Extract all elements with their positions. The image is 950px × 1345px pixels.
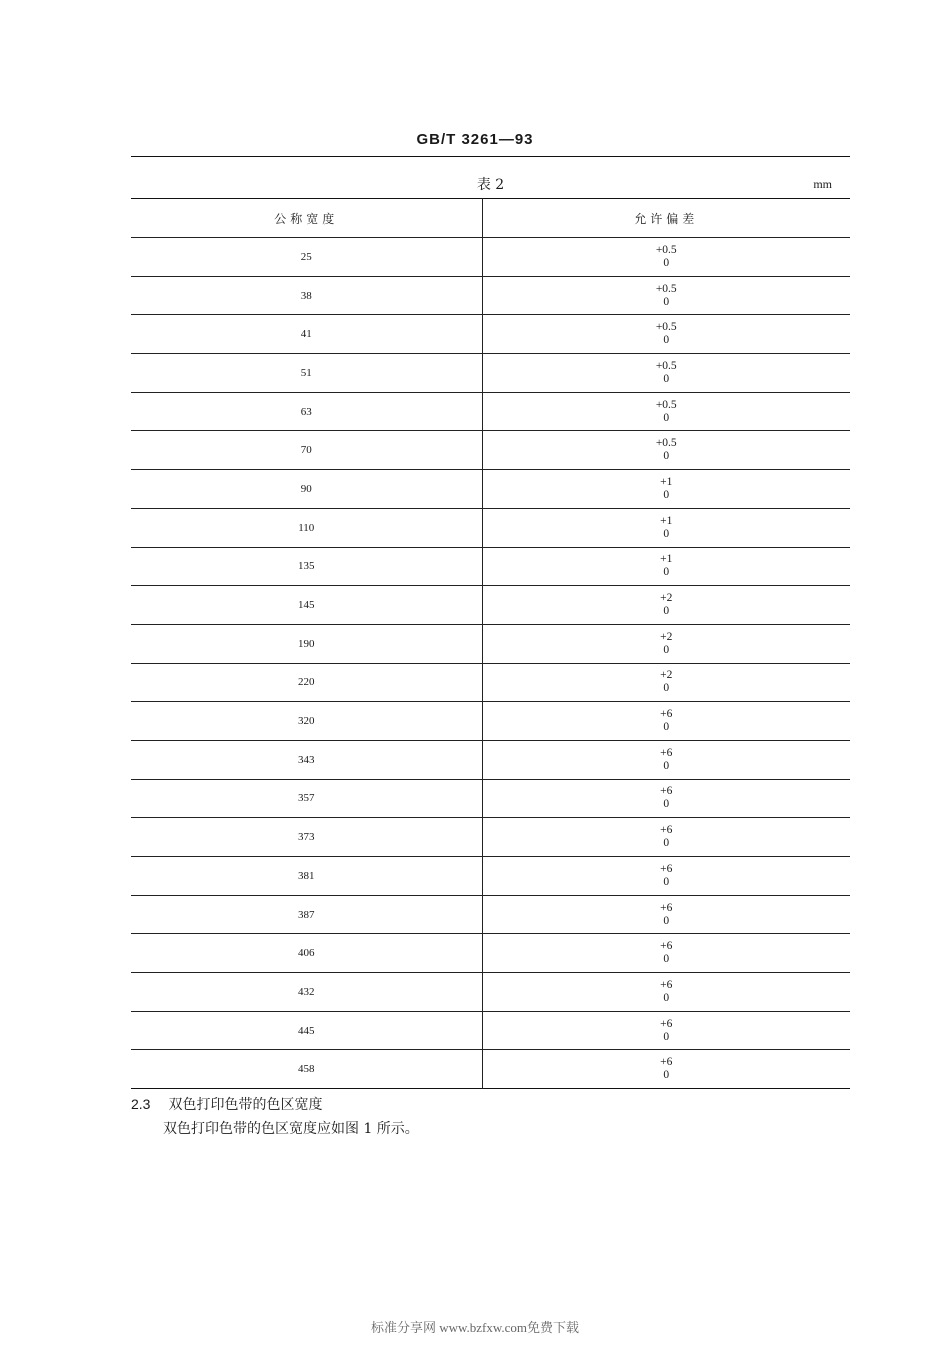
nominal-width-cell: 38: [131, 276, 482, 315]
tolerance-value: [656, 399, 677, 425]
table-row: [131, 470, 850, 509]
tolerance-lower: 0: [663, 837, 670, 850]
nominal-width-cell: 343: [131, 740, 482, 779]
tolerance-cell: [482, 934, 850, 973]
tolerance-cell: [482, 508, 850, 547]
table-unit: mm: [813, 177, 832, 191]
tolerance-upper: +6: [660, 862, 673, 875]
tolerance-cell: [482, 315, 850, 354]
tolerance-value: [660, 476, 672, 502]
tolerance-lower: 0: [663, 721, 670, 734]
nominal-width-cell: 70: [131, 431, 482, 470]
tolerance-value: [660, 553, 672, 579]
tolerance-value: [660, 979, 672, 1005]
table-row: [131, 857, 850, 896]
section-title: 双色打印色带的色区宽度: [168, 1097, 323, 1113]
tolerance-cell: [482, 663, 850, 702]
tolerance-cell: [482, 1050, 850, 1089]
tolerance-lower: 0: [663, 605, 670, 618]
tolerance-cell: [482, 354, 850, 393]
tolerance-upper: +2: [660, 592, 673, 605]
tolerance-value: [660, 785, 672, 811]
tolerance-cell: [482, 973, 850, 1012]
table-row: [131, 818, 850, 857]
tolerance-value: [660, 708, 672, 734]
table-row: [131, 508, 850, 547]
tolerance-lower: 0: [663, 1030, 670, 1043]
table-row: [131, 276, 850, 315]
tolerance-cell: [482, 238, 850, 277]
nominal-width-cell: 406: [131, 934, 482, 973]
tolerance-lower: 0: [663, 527, 670, 540]
table-row: [131, 586, 850, 625]
section-body: 双色打印色带的色区宽度应如图 1 所示。: [163, 1121, 419, 1137]
tolerance-upper: +6: [660, 824, 673, 837]
tolerance-cell: [482, 857, 850, 896]
nominal-width-cell: 41: [131, 315, 482, 354]
nominal-width-cell: 357: [131, 779, 482, 818]
tolerance-lower: 0: [663, 953, 670, 966]
tolerance-cell: [482, 895, 850, 934]
tolerance-lower: 0: [663, 682, 670, 695]
tolerance-cell: [482, 624, 850, 663]
tolerance-upper: +6: [660, 785, 673, 798]
tolerance-value: [660, 669, 672, 695]
tolerance-value: [656, 437, 677, 463]
section-heading: [131, 1094, 322, 1114]
tolerance-upper: +2: [660, 630, 673, 643]
tolerance-lower: 0: [663, 1069, 670, 1082]
table-body: [131, 238, 850, 1089]
table-row: [131, 1050, 850, 1089]
tolerance-lower: 0: [663, 256, 670, 269]
nominal-width-cell: 320: [131, 702, 482, 741]
page-footer: 标准分享网 www.bzfxw.com免费下载: [370, 1320, 580, 1335]
tolerance-upper: +0.5: [655, 243, 677, 256]
tolerance-upper: +6: [660, 746, 673, 759]
tolerance-cell: [482, 702, 850, 741]
table-row: [131, 354, 850, 393]
nominal-width-cell: 432: [131, 973, 482, 1012]
column-header-nominal-width: 公称宽度: [131, 199, 482, 238]
tolerance-upper: +0.5: [655, 398, 677, 411]
tolerance-lower: 0: [663, 759, 670, 772]
tolerance-lower: 0: [663, 643, 670, 656]
nominal-width-cell: 90: [131, 470, 482, 509]
tolerance-value: [660, 592, 672, 618]
tolerance-cell: [482, 586, 850, 625]
table-row: [131, 315, 850, 354]
section-number: 2.3: [131, 1096, 151, 1112]
tolerance-cell: [482, 818, 850, 857]
tolerance-upper: +6: [660, 708, 673, 721]
tolerance-upper: +6: [660, 1056, 673, 1069]
tolerance-upper: +0.5: [655, 321, 677, 334]
nominal-width-cell: 110: [131, 508, 482, 547]
tolerance-value: [660, 515, 672, 541]
tolerance-lower: 0: [663, 295, 670, 308]
column-header-tolerance: 允许偏差: [482, 199, 850, 238]
tolerance-cell: [482, 740, 850, 779]
tolerance-value: [660, 940, 672, 966]
nominal-width-cell: 220: [131, 663, 482, 702]
tolerance-lower: 0: [663, 914, 670, 927]
table-caption: 表 2: [476, 177, 505, 193]
tolerance-value: [660, 631, 672, 657]
tolerance-value: [660, 863, 672, 889]
nominal-width-cell: 381: [131, 857, 482, 896]
tolerance-upper: +0.5: [655, 437, 677, 450]
table-row: [131, 431, 850, 470]
table-row: [131, 547, 850, 586]
nominal-width-cell: 25: [131, 238, 482, 277]
table-row: [131, 973, 850, 1012]
tolerance-value: [660, 1018, 672, 1044]
tolerance-table: [131, 198, 850, 1089]
standard-number: GB/T 3261—93: [416, 131, 534, 148]
table-row: [131, 1011, 850, 1050]
table-row: [131, 934, 850, 973]
tolerance-cell: [482, 547, 850, 586]
nominal-width-cell: 445: [131, 1011, 482, 1050]
tolerance-upper: +0.5: [655, 359, 677, 372]
tolerance-lower: 0: [663, 566, 670, 579]
table-row: [131, 624, 850, 663]
tolerance-value: [656, 244, 677, 270]
nominal-width-cell: 458: [298, 1063, 315, 1076]
nominal-width-cell: 190: [131, 624, 482, 663]
tolerance-upper: +1: [660, 475, 673, 488]
tolerance-upper: +6: [660, 901, 673, 914]
table-row: [131, 779, 850, 818]
tolerance-lower: 0: [663, 875, 670, 888]
tolerance-cell: [482, 431, 850, 470]
tolerance-lower: 0: [663, 334, 670, 347]
tolerance-value: [660, 824, 672, 850]
tolerance-lower: 0: [663, 372, 670, 385]
tolerance-cell: [482, 392, 850, 431]
tolerance-upper: +1: [660, 514, 673, 527]
tolerance-cell: [482, 1011, 850, 1050]
nominal-width-cell: 51: [131, 354, 482, 393]
table-row: [131, 238, 850, 277]
table-row: [131, 392, 850, 431]
tolerance-value: [660, 747, 672, 773]
tolerance-upper: +1: [660, 553, 673, 566]
tolerance-value: [660, 1056, 672, 1082]
tolerance-lower: 0: [663, 991, 670, 1004]
nominal-width-cell: 373: [131, 818, 482, 857]
tolerance-upper: +6: [660, 978, 673, 991]
tolerance-cell: [482, 276, 850, 315]
tolerance-cell: [482, 779, 850, 818]
tolerance-upper: +6: [660, 940, 673, 953]
table-row: [131, 740, 850, 779]
nominal-width-cell: 63: [131, 392, 482, 431]
tolerance-upper: +6: [660, 1017, 673, 1030]
tolerance-lower: 0: [663, 450, 670, 463]
nominal-width-cell: 145: [131, 586, 482, 625]
table-caption-row: [131, 172, 850, 194]
nominal-width-cell: 387: [131, 895, 482, 934]
tolerance-value: [656, 360, 677, 386]
nominal-width-cell: 135: [131, 547, 482, 586]
tolerance-lower: 0: [663, 488, 670, 501]
tolerance-lower: 0: [663, 798, 670, 811]
header-rule: [131, 156, 850, 157]
table-row: [131, 895, 850, 934]
table-row: [131, 702, 850, 741]
tolerance-upper: +0.5: [655, 282, 677, 295]
tolerance-value: [656, 321, 677, 347]
tolerance-cell: [482, 470, 850, 509]
table-row: [131, 663, 850, 702]
table-header-row: [131, 199, 850, 238]
tolerance-value: [656, 283, 677, 309]
tolerance-value: [660, 902, 672, 928]
tolerance-lower: 0: [663, 411, 670, 424]
tolerance-upper: +2: [660, 669, 673, 682]
